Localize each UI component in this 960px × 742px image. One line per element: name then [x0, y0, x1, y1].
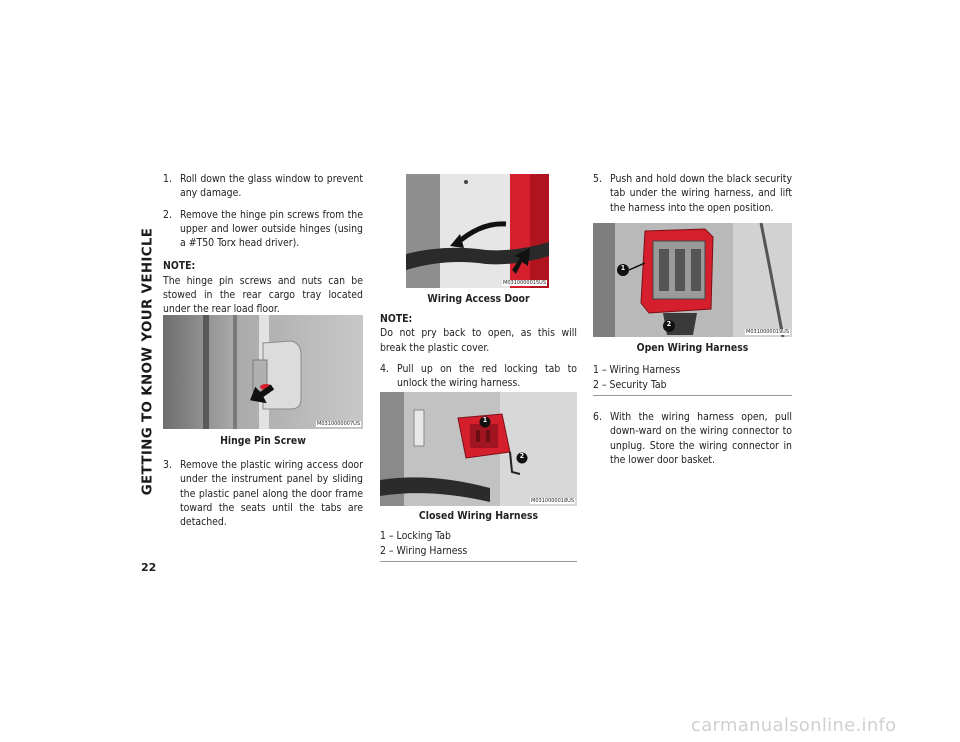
note-body: The hinge pin screws and nuts can be stowed in the rear cargo tray located under the rear load floor.	[163, 274, 363, 316]
figure-caption: Open Wiring Harness	[636, 342, 749, 354]
step-text: Push and hold down the black security tab under the wiring harness, and lift the harness into the open position.	[610, 173, 792, 214]
step-number: 2.	[163, 208, 172, 221]
legend-item: 1 – Locking Tab	[380, 530, 451, 542]
hinge-pin-screw-photo	[163, 315, 363, 429]
step-number: 6.	[593, 411, 602, 423]
note-heading: NOTE:	[380, 313, 413, 325]
legend-item: 1 – Wiring Harness	[593, 364, 681, 376]
note-body: Do not pry back to open, as this will break the plastic cover.	[380, 327, 577, 354]
open-wiring-harness-photo	[593, 223, 792, 337]
figure-code: M0310000015US	[503, 280, 546, 286]
column-1-continued	[163, 458, 363, 529]
step-number: 1.	[163, 173, 172, 185]
step-number: 5.	[593, 173, 602, 185]
figure-caption: Wiring Access Door	[427, 293, 530, 305]
step-text: With the wiring harness open, pull down-ward on the wiring connector to unplug. Store the wiring connector in the lower door basket.	[610, 411, 792, 466]
column-3	[593, 172, 792, 215]
figure-code: M0310000018US	[531, 498, 574, 504]
column-1	[163, 172, 363, 317]
wiring-access-door-photo	[406, 174, 549, 288]
callout-1: 1	[620, 264, 626, 272]
step-3	[163, 458, 363, 529]
step-6	[593, 410, 792, 467]
watermark-logo[interactable]: carmanualsonline.info	[691, 715, 897, 736]
section-side-tab	[139, 172, 157, 550]
callout-1: 1	[482, 416, 488, 424]
callout-2: 2	[519, 452, 525, 460]
figure-code: M0310000019US	[746, 329, 789, 335]
callout-2: 2	[666, 320, 672, 328]
step-text: Pull up on the red locking tab to unlock the wiring harness.	[397, 362, 577, 390]
figure-legend	[593, 363, 792, 396]
step-1	[163, 172, 363, 201]
step-number: 4.	[380, 362, 389, 375]
legend-item: 2 – Wiring Harness	[380, 544, 468, 557]
figure-caption: Hinge Pin Screw	[220, 435, 306, 447]
step-text: Remove the hinge pin screws from the upper and lower outside hinges (using a #T50 Torx head driver).	[180, 208, 363, 250]
note-heading: NOTE:	[163, 260, 196, 273]
column-3-continued	[593, 410, 792, 467]
closed-wiring-harness-photo	[380, 392, 577, 506]
step-text: Remove the plastic wiring access door under the instrument panel by sliding the plastic panel along the door frame toward the seats until the tabs are detached.	[180, 459, 363, 529]
step-number: 3.	[163, 459, 172, 471]
legend-item: 2 – Security Tab	[593, 378, 667, 391]
column-2	[380, 312, 577, 390]
step-5	[593, 172, 792, 215]
section-title: GETTING TO KNOW YOUR VEHICLE	[140, 227, 156, 495]
figure-caption: Closed Wiring Harness	[418, 510, 539, 522]
step-4	[380, 362, 577, 391]
step-2	[163, 208, 363, 251]
figure-legend	[380, 529, 577, 562]
page-number: 22	[141, 561, 157, 574]
step-text: Roll down the glass window to prevent any damage.	[180, 173, 363, 200]
figure-code: M0310000007US	[317, 421, 360, 427]
